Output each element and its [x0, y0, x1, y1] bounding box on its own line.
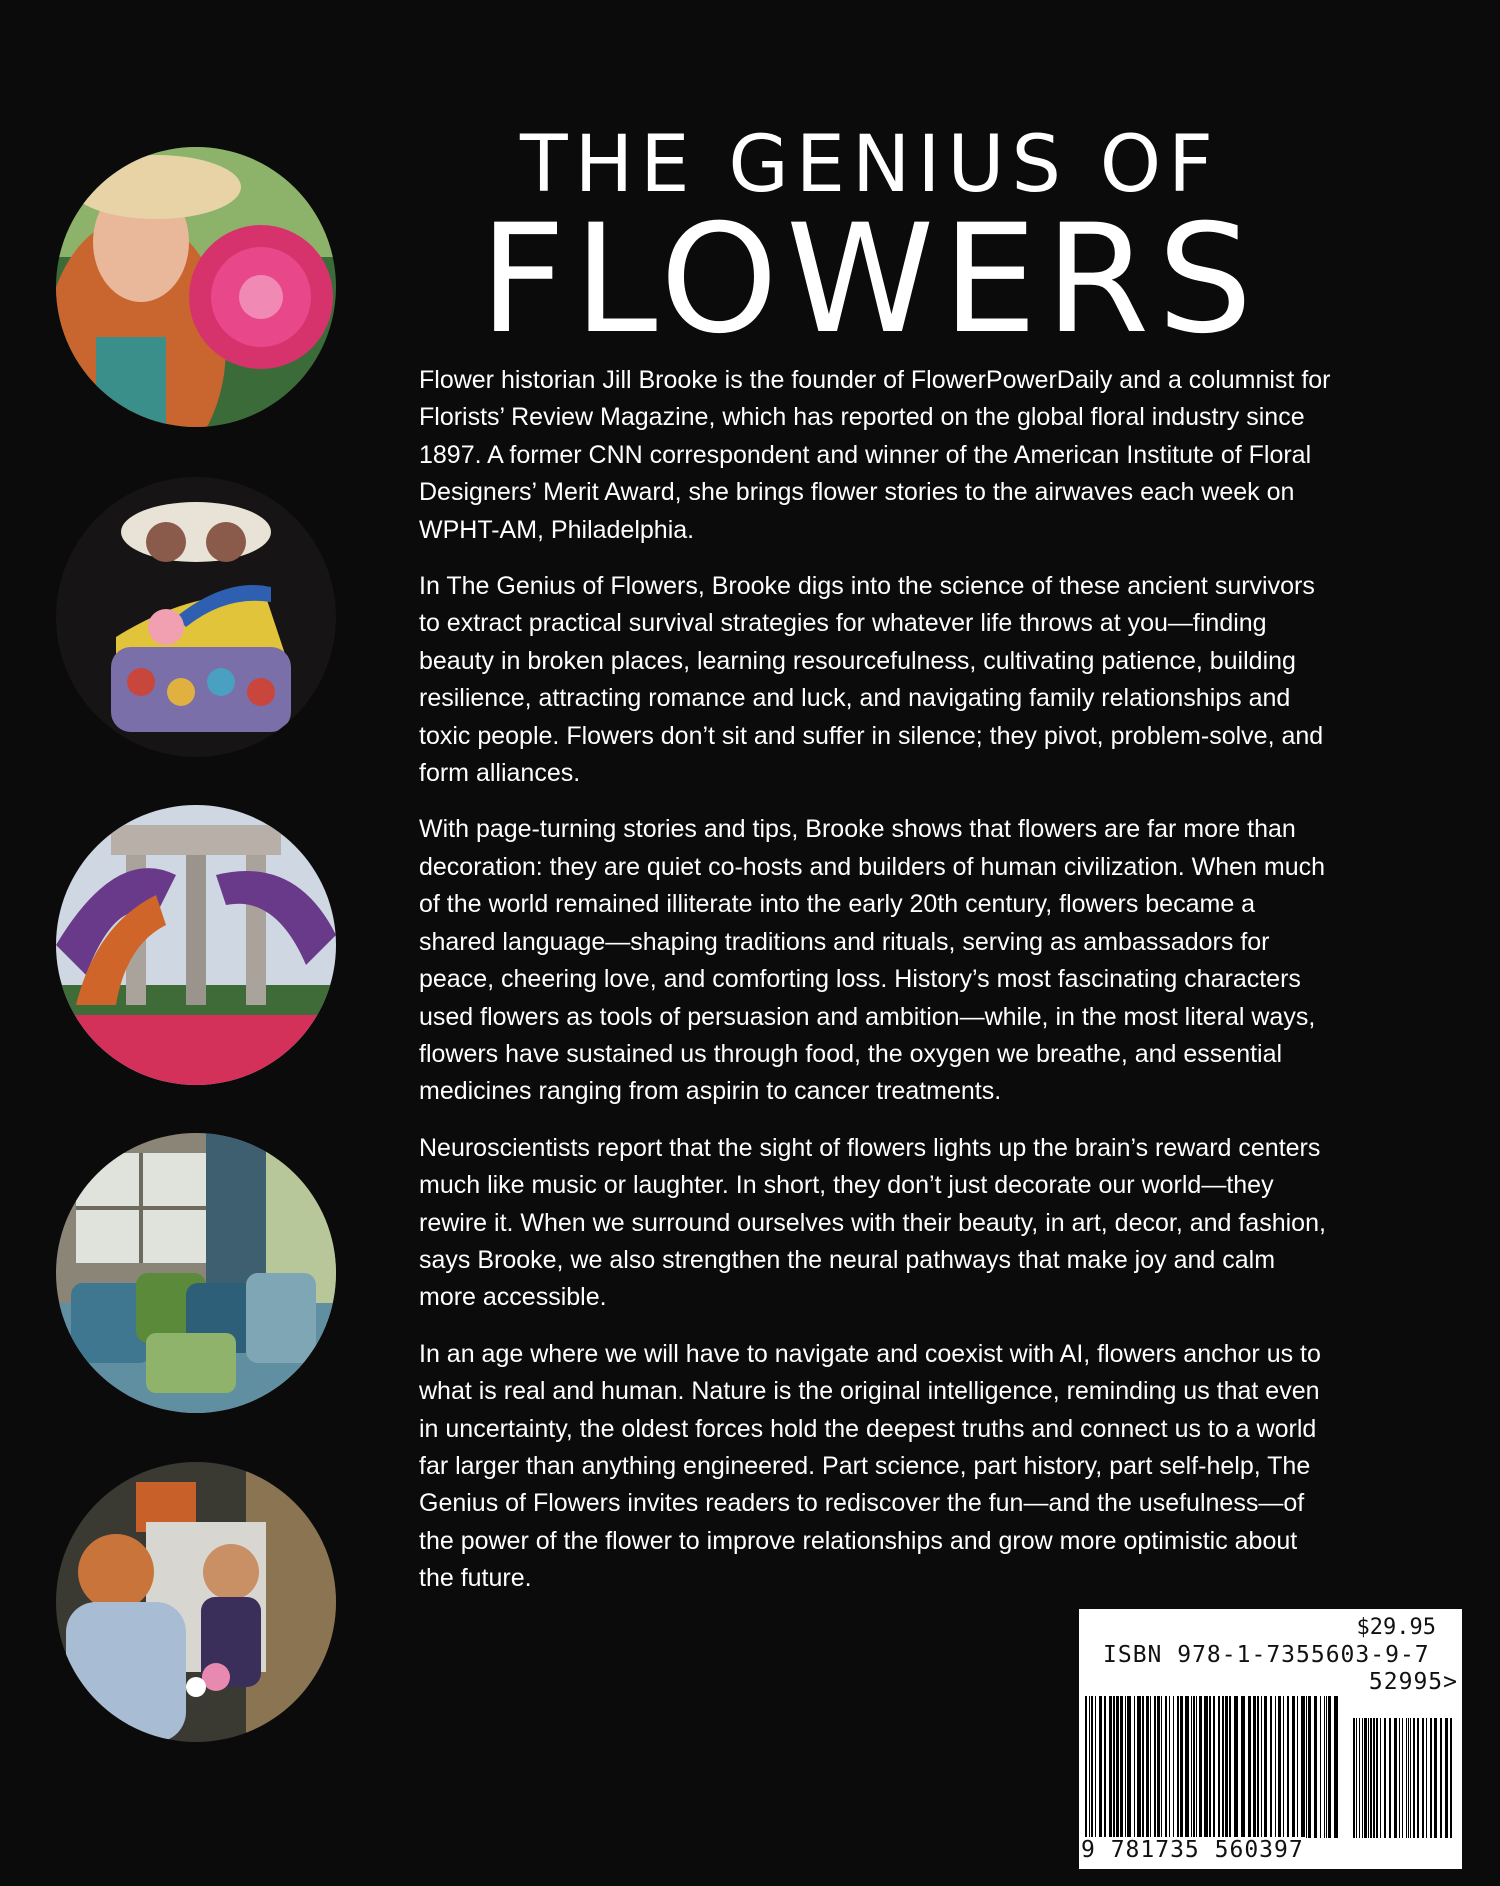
photo-gardening — [56, 1462, 336, 1742]
barcode-price-code: 52995> — [1368, 1669, 1458, 1695]
barcode-digits: 9 781735 560397 — [1081, 1837, 1304, 1863]
isbn-barcode — [1079, 1609, 1462, 1869]
title-line-2: FLOWERS — [479, 193, 1261, 367]
photo-living-room — [56, 1133, 336, 1413]
photo-flower-gazebo — [56, 805, 336, 1085]
photo-woman-with-dahlia — [56, 147, 336, 427]
paragraph-author-bio: Flower historian Jill Brooke is the founder of FlowerPowerDaily and a columnist for Florists’ Review Magazine, which has reported on the global floral industry since 1897. A former CNN correspondent and winner of the American Institute of Floral Designers’ Merit Award, she brings flower stories to the airwaves each week on WPHT-AM, Philadelphia. — [419, 366, 1331, 544]
paragraph-history: With page-turning stories and tips, Brooke shows that flowers are far more than decoration: they are quiet co-hosts and builders of human civilization. When much of the world remained illiterate into the early 20th century, flowers became a shared language—shaping traditions and rituals, serving as ambassadors for peace, cheering love, and comforting loss. History’s most fascinating characters used flowers as tools of persuasion and ambition—while, in the most literal ways, flowers have sustained us through food, the oxygen we breathe, and essential medicines ranging from aspirin to cancer treatments. — [419, 815, 1326, 1106]
paragraph-book-summary: In The Genius of Flowers, Brooke digs into the science of these ancient survivors to extract practical survival strategies for whatever life throws at you—finding beauty in broken places, learning resourcefulness, cultivating patience, building resilience, attracting romance and luck, and navigating family relationships and toxic people. Flowers don’t sit and suffer in silence; they pivot, problem-solve, and form alliances. — [419, 572, 1324, 788]
book-description — [419, 362, 1331, 1617]
photo-floral-shoe — [56, 477, 336, 757]
paragraph-neuroscience: Neuroscientists report that the sight of flowers lights up the brain’s reward centers much like music or laughter. In short, they don’t just decorate our world—they rewire it. When we surround ourselves with their beauty, in art, decor, and fashion, says Brooke, we also strengthen the neural pathways that make joy and calm more accessible. — [419, 1133, 1326, 1312]
barcode-bars — [1085, 1696, 1457, 1838]
paragraph-ai-age: In an age where we will have to navigate and coexist with AI, flowers anchor us to what is real and human. Nature is the original intelligence, reminding us that even in uncertainty, the oldest forces hold the deepest truths and connect us to a world far larger than anything engineered. Part science, part history, part self-help, The Genius of Flowers invites readers to rediscover the fun—and the usefulness—of the power of the flower to improve relationships and grow more optimistic about the future. — [419, 1339, 1321, 1593]
title-line-1: THE GENIUS OF — [519, 120, 1221, 210]
barcode-isbn: ISBN 978-1-7355603-9-7 — [1103, 1642, 1430, 1668]
barcode-price: $29.95 — [1356, 1615, 1436, 1640]
